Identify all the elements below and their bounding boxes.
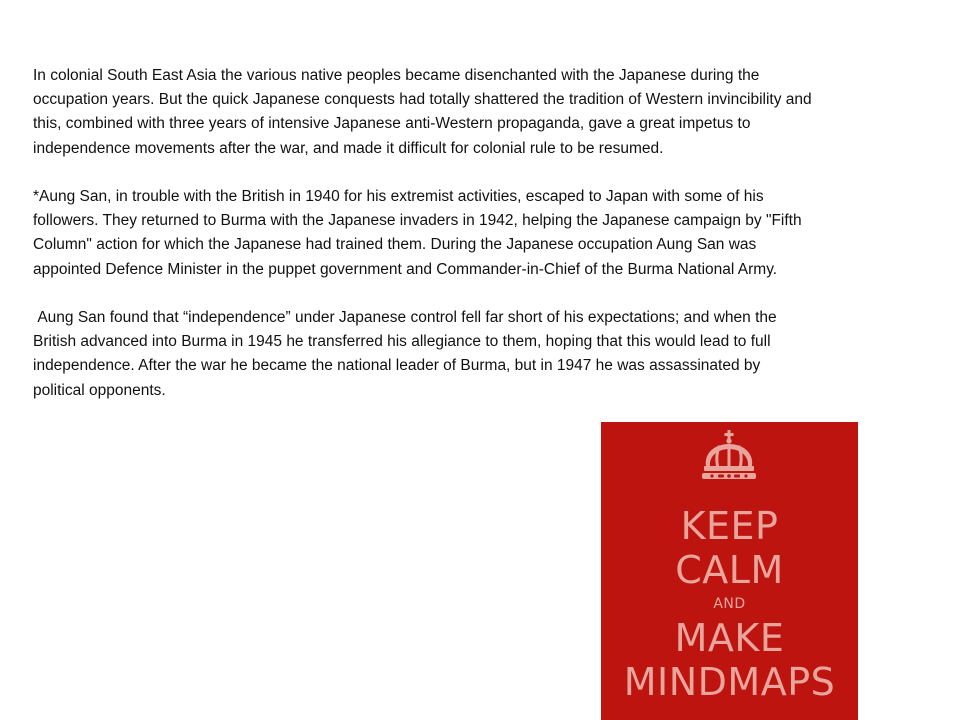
- body-text: [33, 64, 816, 403]
- slogan-mindmaps: MINDMAPS: [623, 660, 836, 704]
- slogan-make: MAKE: [674, 616, 785, 660]
- paragraph-aung-san-independence: Aung San found that “independence” under Japanese control fell far short of his expectations; and when the British advanced into Burma in 1945 he transferred his allegiance to them, hoping that this would lead to full independence. After the war he became the national leader of Burma, but in 1947 he was assassinated by political opponents.: [33, 309, 781, 399]
- paragraph-colonial-asia: In colonial South East Asia the various native peoples became disenchanted with the Japanese during the occupation years. But the quick Japanese conquests had totally shattered the tradition of Western invincibility and this, combined with three years of intensive Japanese anti-Western propaganda, gave a great impetus to independence movements after the war, and made it difficult for colonial rule to be resumed.: [33, 67, 816, 157]
- poster-slogan: [601, 504, 858, 704]
- slogan-and: AND: [713, 596, 746, 612]
- crown-icon: [698, 430, 760, 482]
- slogan-calm: CALM: [675, 548, 784, 592]
- paragraph-spacer: [33, 282, 813, 306]
- paragraph-spacer: [33, 161, 813, 185]
- paragraph-aung-san-history: *Aung San, in trouble with the British in 1940 for his extremist activities, escaped to Japan with some of his followers. They returned to Burma with the Japanese invaders in 1942, helping the Japanese campaign by "Fifth Column" action for which the Japanese had trained them. During the Japanese occupation Aung San was appointed Defence Minister in the puppet government and Commander-in-Chief of the Burma National Army.: [33, 188, 806, 278]
- keep-calm-poster: [601, 422, 858, 720]
- slogan-keep: KEEP: [680, 504, 779, 548]
